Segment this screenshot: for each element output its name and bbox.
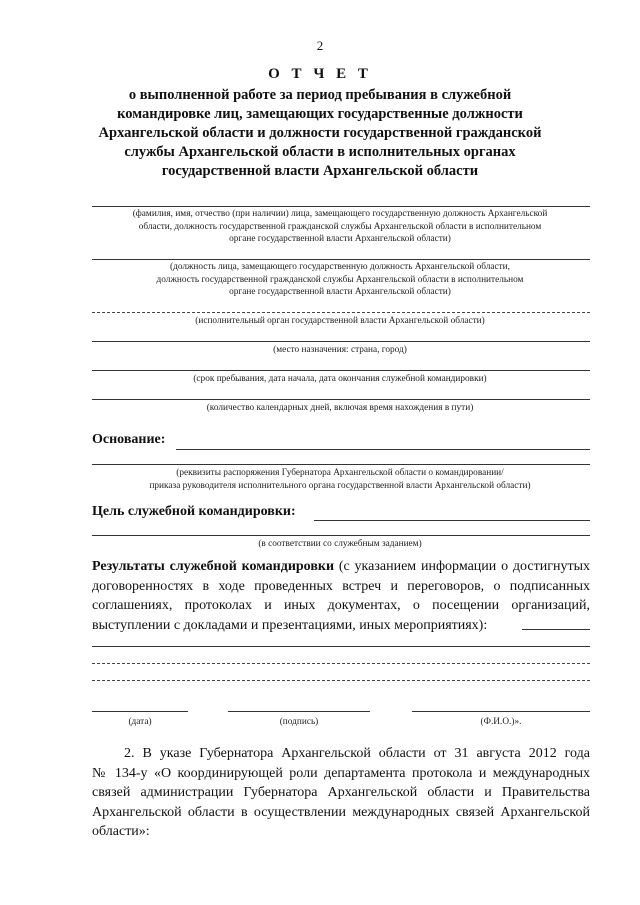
results-field-line xyxy=(522,629,590,630)
basis-label: Основание: xyxy=(92,432,166,447)
caption-line: органе государственной власти Архангельской области) xyxy=(229,234,451,244)
caption-line: должность государственной гражданской службы Архангельской области в исполнительном xyxy=(156,274,524,285)
position-line xyxy=(92,259,590,260)
term-caption: (срок пребывания, дата начала, дата окончания служебной командировки) xyxy=(193,374,487,384)
results-bold: Результаты служебной командировки xyxy=(92,559,335,574)
days-caption: (количество календарных дней, включая время нахождения в пути) xyxy=(206,403,474,413)
results-line: (с указанием информации о достигнутых xyxy=(334,559,590,574)
results-line: выступлении с докладами и презентациями, иных мероприятиях): xyxy=(92,617,488,633)
basis-field-line xyxy=(176,449,590,450)
report-title: О Т Ч Е Т xyxy=(268,66,372,82)
goal-field-line xyxy=(314,520,590,521)
caption-line: (фамилия, имя, отчество (при наличии) лица, замещающего государственную должность Архангельской xyxy=(132,209,548,219)
subtitle-line: службы Архангельской области в исполнительных органах xyxy=(124,144,516,160)
sign-caption: (подпись) xyxy=(279,717,319,727)
paragraph-line: Архангельской области в осуществлении международных связей Архангельской xyxy=(92,804,590,820)
date-caption: (дата) xyxy=(128,717,152,727)
results-line-3 xyxy=(92,680,590,681)
paragraph-line: 2. В указе Губернатора Архангельской области от 31 августа 2012 года xyxy=(124,746,590,761)
results-line-2 xyxy=(92,663,590,664)
paragraph-line: связей администрации Губернатора Архангельской области и Правительства xyxy=(92,785,590,800)
destination-line xyxy=(92,341,590,342)
subtitle-line: Архангельской области и должности государственной гражданской xyxy=(98,125,542,141)
subtitle-line: о выполненной работе за период пребывания в служебной xyxy=(128,87,512,103)
organ-line xyxy=(92,312,590,313)
name-caption: (Ф.И.О.)». xyxy=(480,717,522,727)
results-line: договоренностях в ходе проведенных встреч и переговоров, о подписанных xyxy=(92,578,590,594)
organ-caption: (исполнительный орган государственной власти Архангельской области) xyxy=(195,316,485,326)
caption-line: органе государственной власти Архангельской области) xyxy=(229,287,451,297)
fio-line xyxy=(92,206,590,207)
results-line: соглашениях, протоколах и иных документах, о посещении организаций, xyxy=(92,598,590,613)
paragraph-line: области»: xyxy=(92,824,150,839)
term-line xyxy=(92,370,590,371)
results-line-1 xyxy=(92,646,590,647)
caption-line: (должность лица, замещающего государственную должность Архангельской области, xyxy=(170,262,510,272)
date-line xyxy=(92,711,188,712)
paragraph-2 xyxy=(92,744,590,842)
caption-line: (реквизиты распоряжения Губернатора Архангельской области о командировании/ xyxy=(176,468,504,478)
name-line xyxy=(412,711,590,712)
days-line xyxy=(92,399,590,400)
basis-line-2 xyxy=(92,464,590,465)
report-subtitle xyxy=(60,86,580,181)
goal-caption: (в соответствии со служебным заданием) xyxy=(258,539,422,549)
basis-caption xyxy=(80,467,600,492)
results-paragraph xyxy=(92,557,590,635)
subtitle-line: государственной власти Архангельской области xyxy=(161,163,479,179)
caption-line: приказа руководителя исполнительного органа государственной власти Архангельской области) xyxy=(149,480,531,491)
subtitle-line: командировке лиц, замещающих государственные должности xyxy=(117,106,523,122)
sign-line xyxy=(228,711,370,712)
page-number: 2 xyxy=(316,38,324,53)
caption-line: области, должность государственной гражданской службы Архангельской области в исполнительном xyxy=(138,221,542,232)
goal-label: Цель служебной командировки: xyxy=(92,504,296,519)
destination-caption: (место назначения: страна, город) xyxy=(273,345,407,355)
goal-line-2 xyxy=(92,535,590,536)
position-caption xyxy=(80,261,600,299)
paragraph-line: № 134-у «О координирующей роли департамента протокола и международных xyxy=(92,765,590,781)
fio-caption xyxy=(80,208,600,246)
